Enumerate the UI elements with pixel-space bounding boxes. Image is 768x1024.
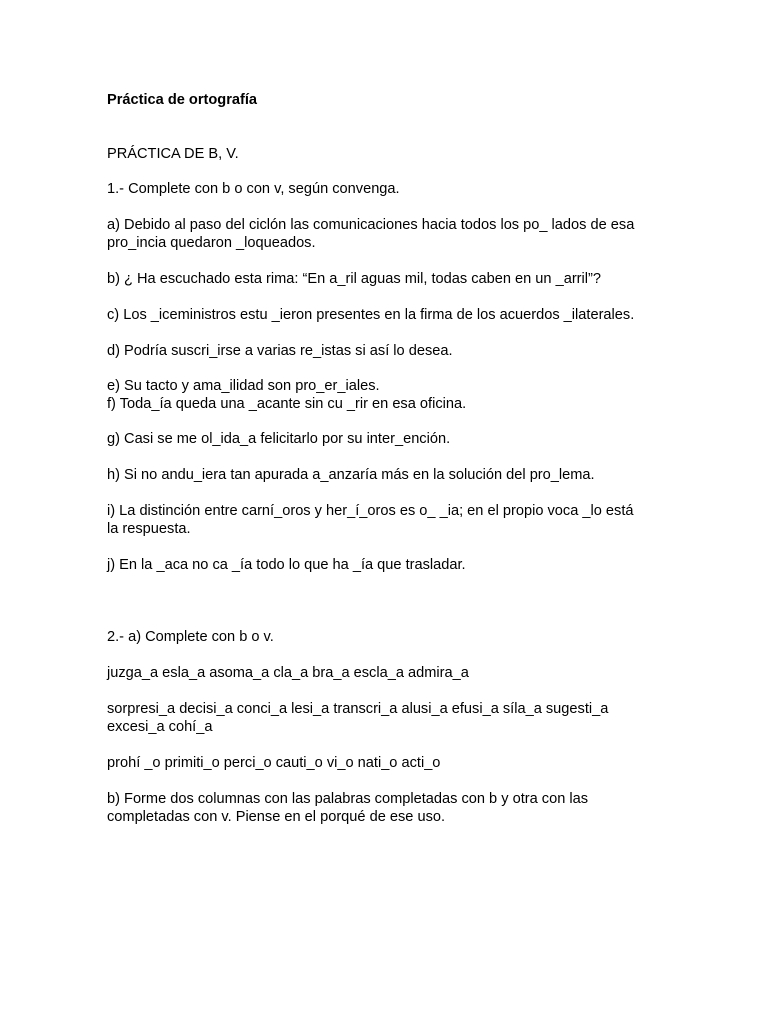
exercise2-instruction: 2.- a) Complete con b o v. (107, 629, 274, 645)
exercise2-b-line1: b) Forme dos columnas con las palabras completadas con b y otra con las (107, 791, 589, 807)
exercise1-item-h: h) Si no andu_iera tan apurada a_anzaría más en la solución del pro_lema. (107, 467, 595, 483)
exercise1-item-j: j) En la _aca no ca _ía todo lo que ha _ía que trasladar. (107, 557, 466, 573)
exercise2-word-row3: prohí _o primiti_o perci_o cauti_o vi_o nati_o acti_o (107, 755, 441, 771)
exercise2-word-row1: juzga_a esla_a asoma_a cla_a bra_a escla_a admira_a (107, 665, 469, 681)
exercise2-word-row2-line1: sorpresi_a decisi_a conci_a lesi_a transcri_a alusi_a efusi_a síla_a sugesti_a (107, 701, 609, 717)
exercise1-item-a-line1: a) Debido al paso del ciclón las comunicaciones hacia todos los po_ lados de esa (107, 217, 635, 233)
section-heading: PRÁCTICA DE B, V. (107, 146, 239, 162)
exercise1-item-b: b) ¿ Ha escuchado esta rima: “En a_ril aguas mil, todas caben en un _arril”? (107, 271, 601, 287)
exercise1-item-d: d) Podría suscri_irse a varias re_istas si así lo desea. (107, 343, 453, 359)
exercise1-item-i-line2: la respuesta. (107, 521, 191, 537)
exercise1-instruction: 1.- Complete con b o con v, según convenga. (107, 181, 400, 197)
exercise2-b-line2: completadas con v. Piense en el porqué de ese uso. (107, 809, 446, 825)
exercise1-item-a-line2: pro_incia quedaron _loqueados. (107, 235, 316, 251)
exercise1-item-e: e) Su tacto y ama_ilidad son pro_er_iales. (107, 378, 380, 394)
exercise1-item-g: g) Casi se me ol_ida_a felicitarlo por su inter_ención. (107, 431, 451, 447)
exercise1-item-i-line1: i) La distinción entre carní_oros y her_í_oros es o_ _ia; en el propio voca _lo está (107, 503, 634, 519)
exercise2-word-row2-line2: excesi_a cohí_a (107, 719, 213, 735)
document-page (107, 91, 667, 826)
document-title: Práctica de ortografía (107, 92, 258, 108)
exercise1-item-f: f) Toda_ía queda una _acante sin cu _rir en esa oficina. (107, 396, 467, 412)
exercise1-item-c: c) Los _iceministros estu _ieron presentes en la firma de los acuerdos _ilaterales. (107, 307, 635, 323)
